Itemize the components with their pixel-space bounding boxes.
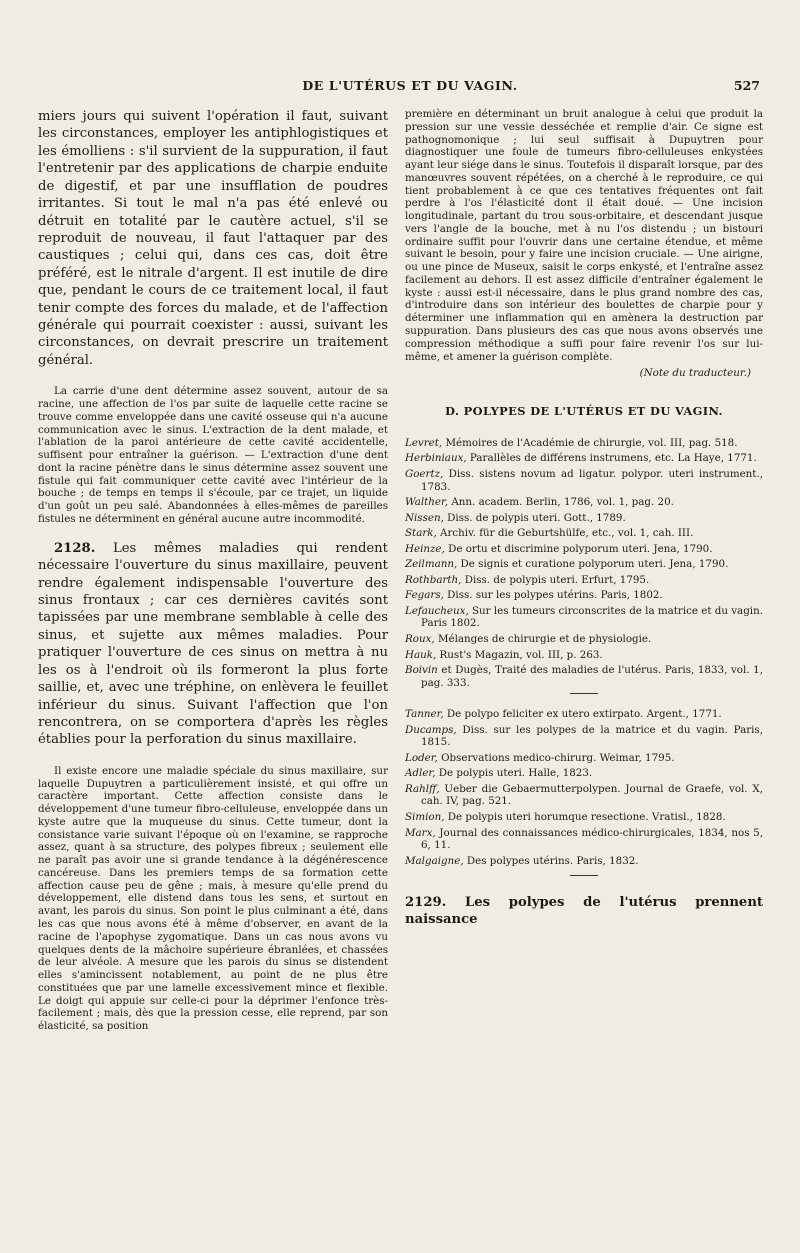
running-title: DE L'UTÉRUS ET DU VAGIN. <box>302 78 518 93</box>
reference-text: Mémoires de l'Académie de chirurgie, vol. III, pag. 518. <box>442 436 738 449</box>
bibliography-entry <box>405 783 763 808</box>
left-column <box>38 108 388 1047</box>
paragraph-fibrous-tumor: Il existe encore une maladie spéciale du sinus maxillaire, sur laquelle Dupuytren a particulièrement insisté, et qui offre un caractère important. Cette affection consiste dans le développement d'une tumeur fibro-celluleuse, enveloppée dans un kyste autre que la muqueuse du sinus. Cette tumeur, dont la consistance varie suivant l'époque où on l'examine, se rapproche assez, quant à sa structure, des polypes fibreux ; seulement elle ne paraît pas avoir une si grande tendance à la dégénérescence cancéreuse. Dans les premiers temps de sa formation cette affection cause peu de gêne ; mais, à mesure qu'elle prend du développement, elle distend dans tous les sens, et surtout en avant, les parois du sinus. Son point le plus culminant a été, dans les cas que nous avons été à même d'observer, en avant de la racine de l'apophyse zygomatique. Dans un cas nous avons vu quelques dents de la mâchoire supérieure ébranlées, et chassées de leur alvéole. A mesure que les parois du sinus se distendent elles s'amincissent notablement, au point de ne plus être constituées que par une lamelle excessivement mince et flexible. Le doigt qui appuie sur celle-ci pour la déprimer l'enfonce très-facilement ; mais, dès que la pression cesse, elle reprend, par son élasticité, sa position <box>38 764 388 1033</box>
reference-text: Diss. sur les polypes de la matrice et du vagin. Paris, 1815. <box>421 723 763 749</box>
reference-author: Rothbarth, <box>405 573 462 586</box>
reference-author: Herbiniaux, <box>405 452 467 465</box>
bibliography-list-b <box>405 708 763 867</box>
reference-text: Observations medico-chirurg. Weimar, 1795. <box>437 751 675 764</box>
paragraph-text: Les polypes de l'utérus prennent naissance <box>405 895 764 928</box>
paragraph-number: 2128. <box>54 540 96 556</box>
reference-author: Roux, <box>405 633 435 646</box>
bibliography-entry <box>405 574 763 587</box>
reference-author: Goertz, <box>405 468 444 480</box>
paragraph-continuation-right: première en déterminant un bruit analogue à celui que produit la pression sur une vessie desséchée et remplie d'air. Ce signe est pathognomonique ; lui seul suffisait à Dupuytren pour diagnostiquer une foule de tumeurs fibro-celluleuses enkystées ayant leur siége dans le sinus. Toutefois il disparaît lorsque, par des manœuvres souvent répétées, on a cherché à le reproduire, ce qui tient probablement à ce que ces tentatives fréquentes ont fait perdre à l'os l'élasticité dont il était doué. — Une incision longitudinale, partant du trou sous-orbitaire, et descendant jusque vers l'angle de la bouche, met à nu l'os distendu ; un bistouri ordinaire suffit pour l'ouvrir dans une certaine étendue, et même suivant le besoin, pour y faire une incision cruciale. — Une airigne, ou une pince de Museux, saisit le corps enkysté, et l'entraîne assez facilement au dehors. Il est assez difficile d'entraîner également le kyste : aussi est-il nécessaire, dans le plus grand nombre des cas, d'introduire dans son intérieur des boulettes de charpie pour y déterminer une inflammation qui en amènera la destruction par suppuration. Dans plusieurs des cas que nous avons observés une compression méthodique a suffi pour faire revenir l'os sur lui-même, et amener la guérison complète. <box>405 108 763 363</box>
bibliography-list-a <box>405 437 763 689</box>
reference-text: Diss. sistens novum ad ligatur. polypor. uteri instrument., 1783. <box>421 468 763 493</box>
reference-author: Walther, <box>405 496 449 509</box>
reference-author: Levret, <box>405 436 443 449</box>
bibliography-entry <box>405 724 763 749</box>
reference-text: De polypis uteri. Halle, 1823. <box>435 767 593 780</box>
bibliography-entry <box>405 543 763 556</box>
bibliography-entry <box>405 452 763 465</box>
bibliography-entry <box>405 855 763 868</box>
reference-author: Malgaigne, <box>405 854 464 867</box>
running-header <box>60 78 760 100</box>
reference-text: Ueber die Gebaermutterpolypen. Journal de Graefe, vol. X, cah. IV, pag. 521. <box>421 782 763 808</box>
bibliography-entry <box>405 527 763 540</box>
paragraph-dental-caries: La carrie d'une dent détermine assez souvent, autour de sa racine, une affection de l'os par suite de laquelle cette racine se trouve comme enveloppée dans une cavité osseuse qui n'a aucune communication avec le sinus. L'extraction de la dent malade, et l'ablation de la paroi antérieure de cette cavité accidentelle, suffisent pour entraîner la guérison. — L'extraction d'une dent dont la racine pénètre dans le sinus détermine assez souvent une fistule qui fait communiquer cette cavité avec l'intérieur de la bouche ; de temps en temps il s'écoule, par ce trajet, un liquide d'un goût un peu salé. Abandonnées à elles-mêmes de pareilles fistules ne déterminent en général aucune autre incommodité. <box>38 385 388 525</box>
page-number: 527 <box>733 78 760 93</box>
reference-text: Rust's Magazin, vol. III, p. 263. <box>436 648 603 661</box>
bibliography-entry <box>405 589 763 602</box>
reference-author: Marx, <box>405 826 436 839</box>
reference-author: Loder, <box>405 751 438 764</box>
separator-rule <box>570 875 598 876</box>
bibliography-entry <box>405 811 763 824</box>
reference-text: Diss. sur les polypes utérins. Paris, 1802. <box>443 589 663 602</box>
reference-author: Adler, <box>405 767 436 780</box>
reference-text: et Dugès, Traité des maladies de l'utérus. Paris, 1833, vol. 1, pag. 333. <box>421 664 763 689</box>
reference-author: Simion, <box>405 811 445 824</box>
bibliography-entry <box>405 767 763 780</box>
bibliography-entry <box>405 496 763 509</box>
paragraph-number: 2129. <box>405 895 447 911</box>
separator-rule <box>570 693 598 694</box>
bibliography-entry <box>405 649 763 662</box>
reference-text: De polypis uteri horumque resectione. Vratisl., 1828. <box>444 811 726 824</box>
reference-author: Fegars, <box>405 589 444 602</box>
reference-author: Nissen, <box>405 511 444 524</box>
reference-author: Heinze, <box>405 542 445 555</box>
reference-text: Mélanges de chirurgie et de physiologie. <box>434 633 652 646</box>
translator-note: (Note du traducteur.) <box>639 367 751 380</box>
reference-author: Hauk, <box>405 648 437 661</box>
reference-text: De polypo feliciter ex utero extirpato. Argent., 1771. <box>443 708 722 721</box>
paragraph-2129-start <box>405 894 763 928</box>
paragraph-continuation: miers jours qui suivent l'opération il faut, suivant les circonstances, employer les antiphlogistiques et les émolliens : s'il survient de la suppuration, il faut l'entretenir par des applications de charpie enduite de digestif, et par une insufflation de poudres irritantes. Si tout le mal n'a pas été enlevé ou détruit en totalité par le cautère actuel, s'il se reproduit de nouveau, il faut l'attaquer par des caustiques ; celui qui, dans ces cas, doit être préféré, est le nitrale d'argent. Il est inutile de dire que, pendant le cours de ce traitement local, il faut tenir compte des forces du malade, et de l'affection générale qui pourrait coexister : aussi, suivant les circonstances, on devrait prescrire un traitement général. <box>38 109 388 368</box>
reference-author: Boivin <box>405 664 438 677</box>
bibliography-entry <box>405 558 763 571</box>
reference-author: Tanner, <box>405 708 444 721</box>
reference-text: Parallèles de différens instrumens, etc. La Haye, 1771. <box>466 452 757 465</box>
bibliography-entry <box>405 605 763 630</box>
reference-author: Zeilmann, <box>405 558 458 571</box>
reference-text: Diss. de polypis uteri. Erfurt, 1795. <box>461 573 650 586</box>
bibliography-entry <box>405 633 763 646</box>
bibliography-entry <box>405 512 763 525</box>
reference-text: Ann. academ. Berlin, 1786, vol. 1, pag. 20. <box>448 496 674 509</box>
reference-text: Des polypes utérins. Paris, 1832. <box>463 854 639 867</box>
bibliography-entry <box>405 468 763 493</box>
reference-author: Ducamps, <box>405 723 457 736</box>
reference-author: Stark, <box>405 527 437 540</box>
paragraph-2128 <box>38 540 388 749</box>
reference-text: De signis et curatione polyporum uteri. Jena, 1790. <box>457 558 729 571</box>
right-column <box>405 108 763 929</box>
paragraph-text: Les mêmes maladies qui rendent nécessaire l'ouverture du sinus maxillaire, peuvent rendre également indispensable l'ouverture des sinus frontaux ; car ces dernières cavités sont tapissées par une membrane semblable à celle des sinus, et sujette aux mêmes maladies. Pour pratiquer l'ouverture de ces sinus on mettra à nu les os à l'endroit où ils formeront la plus forte saillie, et, avec une tréphine, on enlèvera le feuillet inférieur du sinus. Suivant l'affection que l'on rencontrera, on se comportera d'après les règles établies pour la perforation du sinus maxillaire. <box>38 540 388 748</box>
bibliography-entry <box>405 752 763 765</box>
section-heading: D. POLYPES DE L'UTÉRUS ET DU VAGIN. <box>445 404 723 419</box>
bibliography-entry <box>405 664 763 689</box>
reference-text: Diss. de polypis uteri. Gott., 1789. <box>443 511 626 524</box>
reference-author: Rahlff, <box>405 782 440 795</box>
bibliography-entry <box>405 708 763 721</box>
reference-text: Sur les tumeurs circonscrites de la matrice et du vagin. Paris 1802. <box>421 604 763 630</box>
reference-text: Journal des connaissances médico-chirurgicales, 1834, nos 5, 6, 11. <box>421 826 763 852</box>
bibliography-entry <box>405 437 763 450</box>
reference-text: Archiv. für die Geburtshülfe, etc., vol. 1, cah. III. <box>436 527 694 540</box>
reference-author: Lefaucheux, <box>405 604 469 617</box>
bibliography-entry <box>405 827 763 852</box>
reference-text: De ortu et discrimine polyporum uteri. Jena, 1790. <box>444 542 713 555</box>
